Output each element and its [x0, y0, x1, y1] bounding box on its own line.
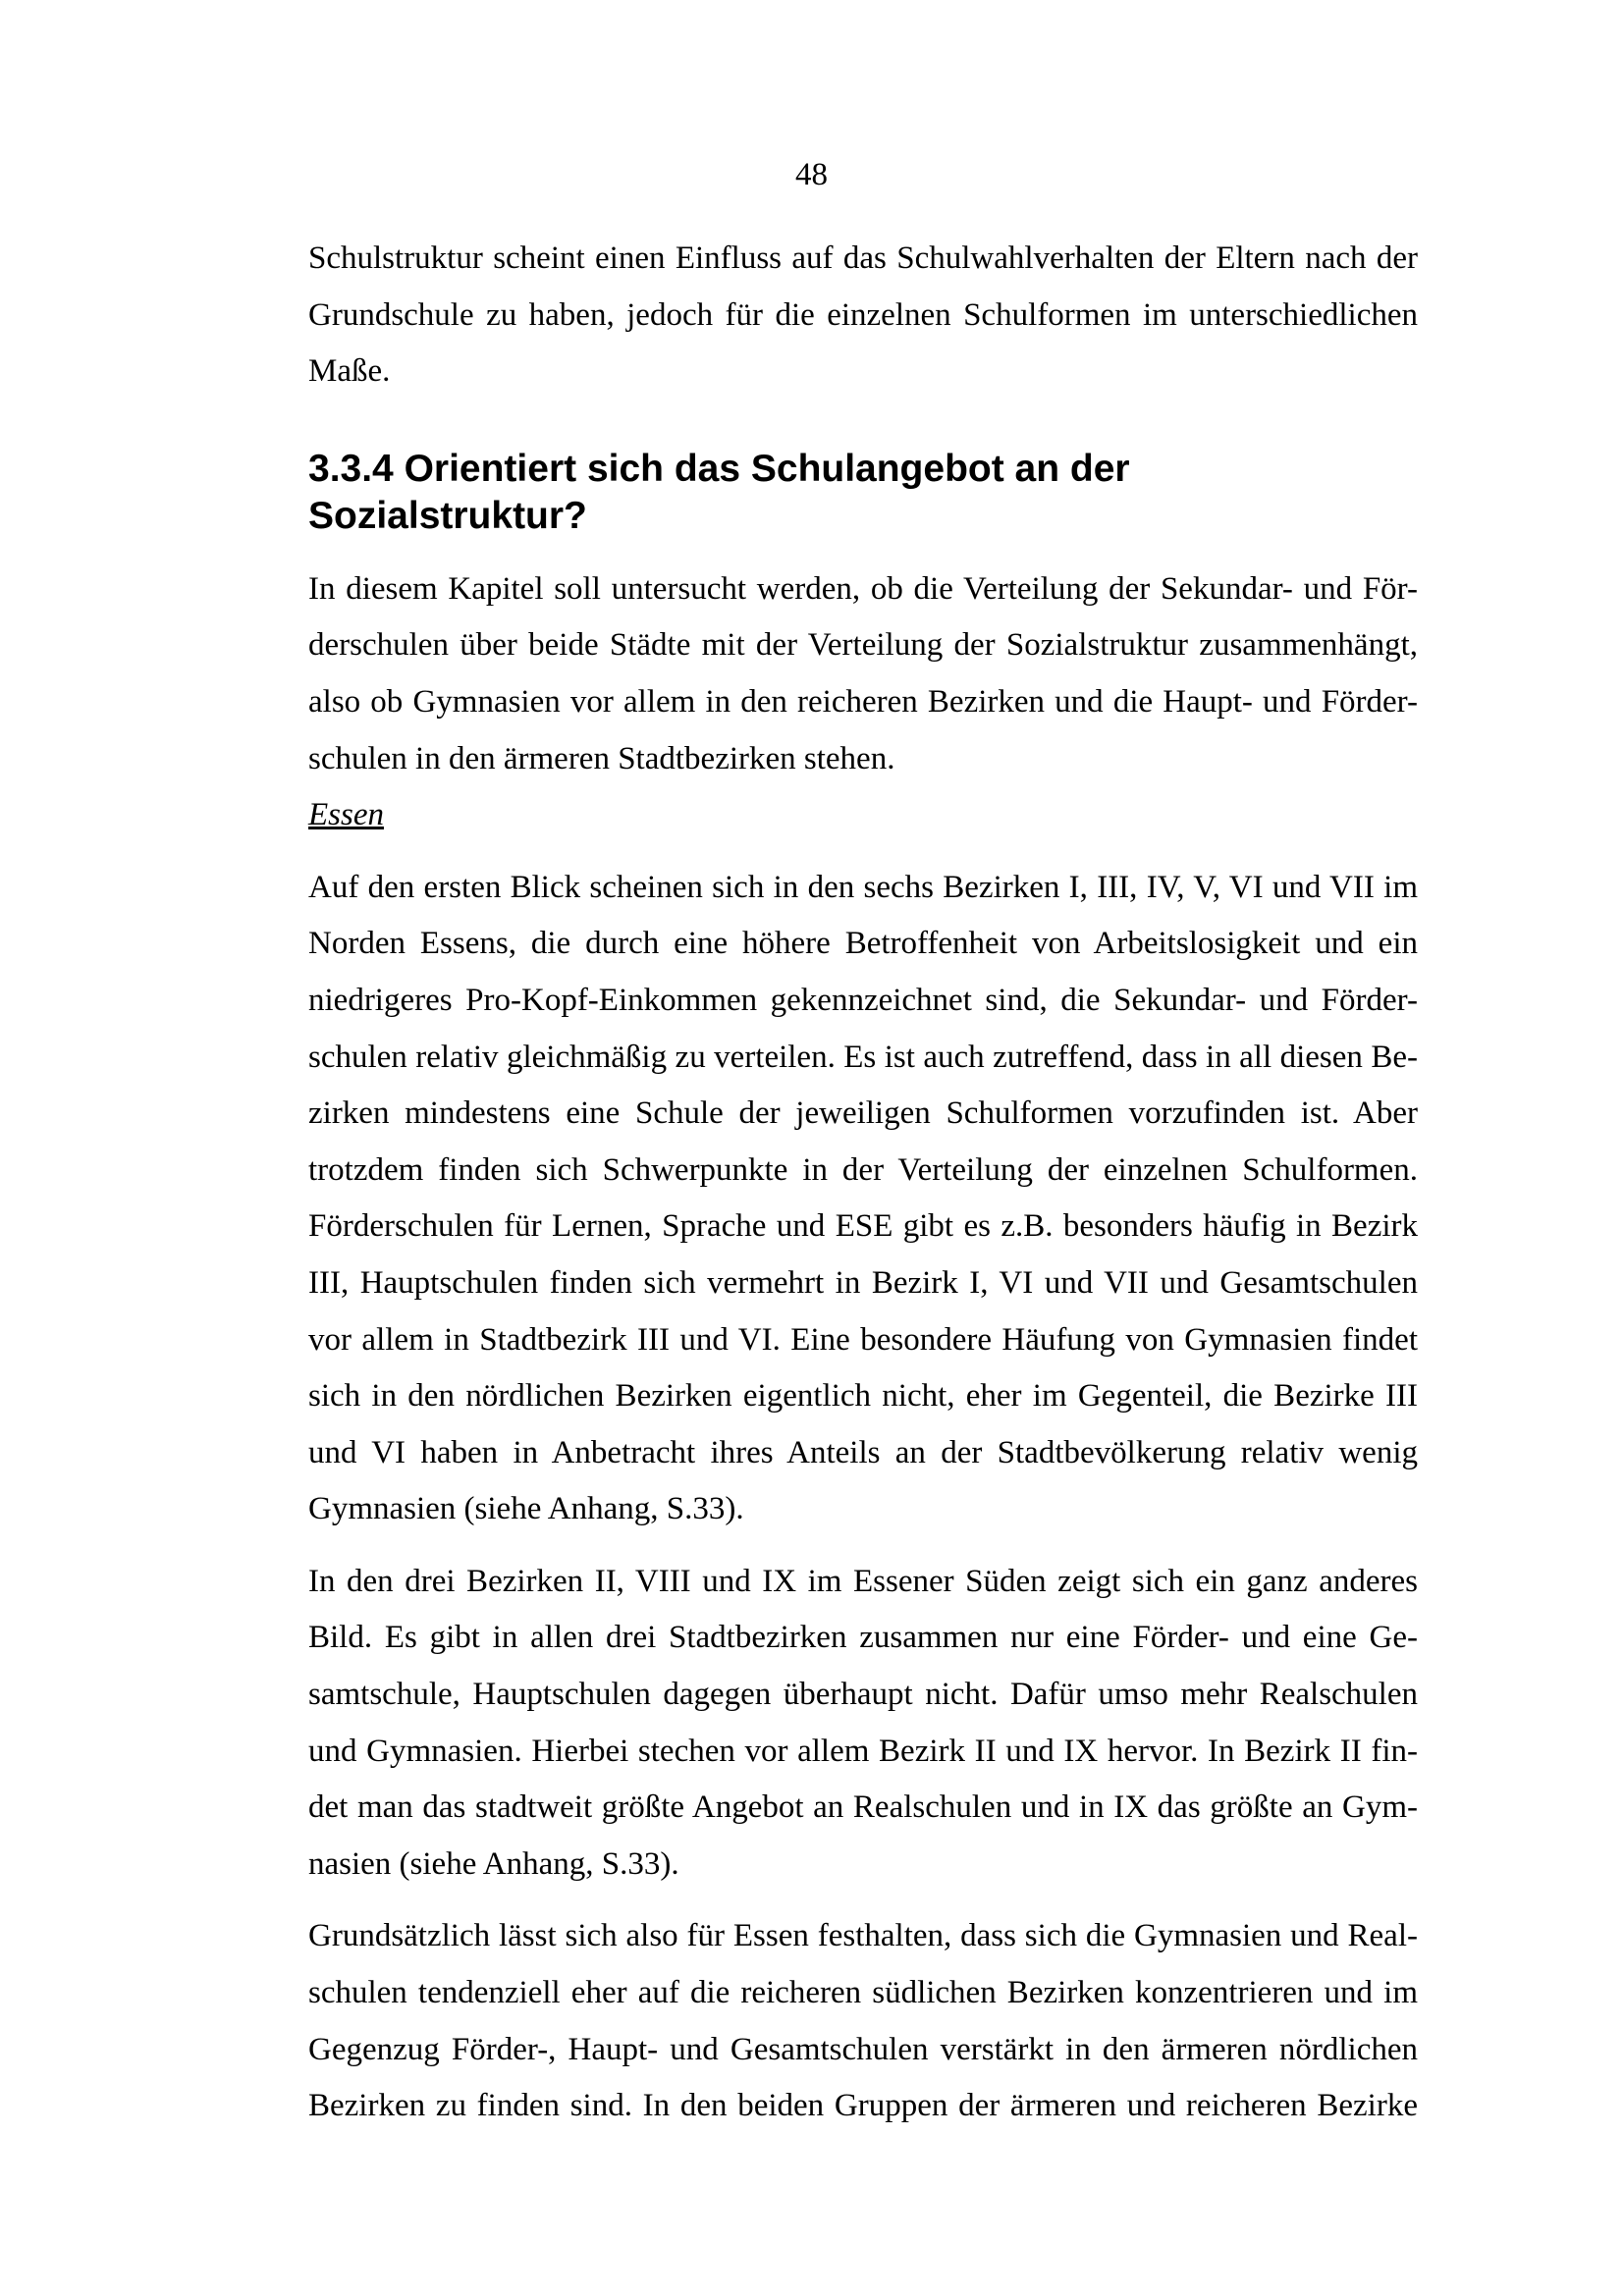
paragraph-essen-south: [308, 1554, 1418, 1894]
text-line: vor allem in Stadtbezirk III und VI. Eine besondere Häufung von Gymnasien findet: [308, 1321, 1418, 1358]
text-line: Gegenzug Förder-, Haupt- und Gesamtschulen verstärkt in den ärmeren nördlichen: [308, 2031, 1418, 2067]
section-heading: 3.3.4 Orientiert sich das Schulangebot an der Sozialstruktur?: [308, 447, 1130, 537]
text-line: Grundsätzlich lässt sich also für Essen festhalten, dass sich die Gymnasien und Real-: [308, 1918, 1418, 1954]
text-line: Bild. Es gibt in allen drei Stadtbezirken zusammen nur eine Förder- und eine Ge-: [308, 1620, 1418, 1656]
text-line: III, Hauptschulen finden sich vermehrt in Bezirk I, VI und VII und Gesamtschulen: [308, 1264, 1418, 1301]
text-line: und Gymnasien. Hierbei stechen vor allem Bezirk II und IX hervor. In Bezirk II fin-: [308, 1733, 1418, 1769]
text-line: trotzdem finden sich Schwerpunkte in der Verteilung der einzelnen Schulformen.: [308, 1151, 1418, 1188]
text-line: In diesem Kapitel soll untersucht werden, ob die Verteilung der Sekundar- und För-: [308, 570, 1418, 607]
text-line: Bezirken zu finden sind. In den beiden Gruppen der ärmeren und reicheren Bezirke: [308, 2088, 1418, 2124]
text-line: Förderschulen für Lernen, Sprache und ESE gibt es z.B. besonders häufig in Bezirk: [308, 1208, 1418, 1245]
paragraph-section-intro: [308, 561, 1418, 787]
text-line: also ob Gymnasien vor allem in den reicheren Bezirken und die Haupt- und Förder-: [308, 683, 1418, 720]
text-line: sich in den nördlichen Bezirken eigentlich nicht, eher im Gegenteil, die Bezirke III: [308, 1378, 1418, 1415]
text-line: Gymnasien (siehe Anhang, S.33).: [308, 1491, 744, 1527]
text-line: Grundschule zu haben, jedoch für die einzelnen Schulformen im unterschiedlichen: [308, 296, 1418, 333]
text-line: Maße.: [308, 353, 391, 390]
text-line: zirken mindestens eine Schule der jeweiligen Schulformen vorzufinden ist. Aber: [308, 1095, 1418, 1132]
text-line: samtschule, Hauptschulen dagegen überhaupt nicht. Dafür umso mehr Realschulen: [308, 1677, 1418, 1713]
text-line: schulen tendenziell eher auf die reicheren südlichen Bezirken konzentrieren und im: [308, 1975, 1418, 2011]
paragraph-essen-north: [308, 860, 1418, 1538]
text-line: schulen in den ärmeren Stadtbezirken stehen.: [308, 740, 895, 776]
text-line: Auf den ersten Blick scheinen sich in den sechs Bezirken I, III, IV, V, VI und VII im: [308, 869, 1418, 905]
text-line: Schulstruktur scheint einen Einfluss auf das Schulwahlverhalten der Eltern nach der: [308, 240, 1418, 276]
paragraph-intro: [308, 231, 1418, 400]
text-line: schulen relativ gleichmäßig zu verteilen. Es ist auch zutreffend, dass in all diesen Be-: [308, 1039, 1418, 1075]
text-line: Norden Essens, die durch eine höhere Betroffenheit von Arbeitslosigkeit und ein: [308, 926, 1418, 962]
page-content: [308, 231, 1418, 2135]
text-line: und VI haben in Anbetracht ihres Anteils an der Stadtbevölkerung relativ wenig: [308, 1434, 1418, 1470]
subheading-essen: Essen: [308, 797, 384, 833]
paragraph-essen-summary: [308, 1908, 1418, 2134]
text-line: nasien (siehe Anhang, S.33).: [308, 1845, 679, 1882]
text-line: niedrigeres Pro-Kopf-Einkommen gekennzeichnet sind, die Sekundar- und Förder-: [308, 982, 1418, 1018]
page-number: 48: [795, 157, 828, 192]
text-line: In den drei Bezirken II, VIII und IX im Essener Süden zeigt sich ein ganz anderes: [308, 1563, 1418, 1599]
text-line: det man das stadtweit größte Angebot an Realschulen und in IX das größte an Gym-: [308, 1789, 1418, 1826]
text-line: derschulen über beide Städte mit der Verteilung der Sozialstruktur zusammenhängt,: [308, 627, 1418, 664]
